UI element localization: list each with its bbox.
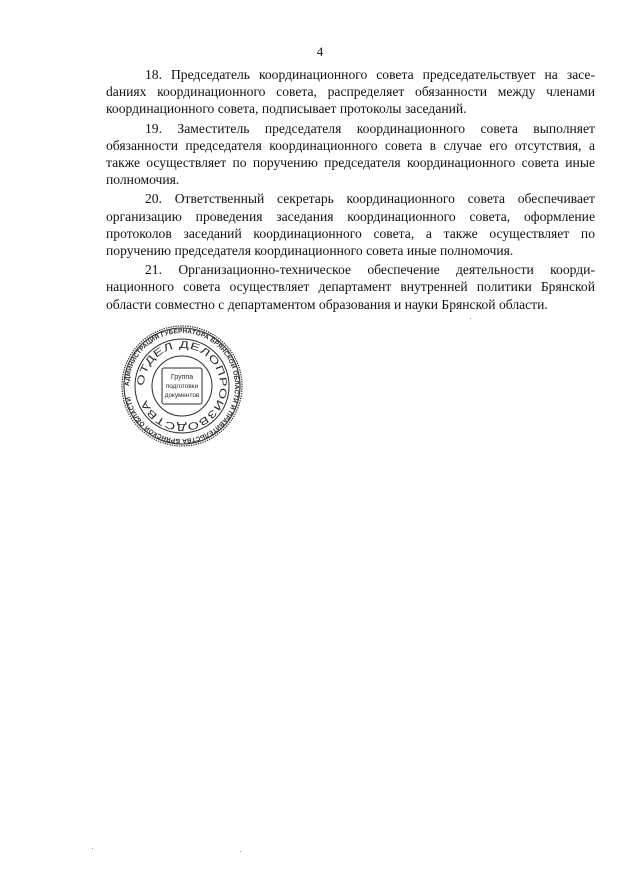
page-number: 4	[316, 44, 324, 59]
paragraph-20: 20. Ответственный секретарь координационного совета обеспечивает организацию проведения заседания координационного совета, оформление протоколов заседаний координационного совета, а также осуществляет по поручению председателя координационного совета иные полномочия.	[106, 191, 595, 259]
seal-center-line-2: подготовки	[165, 383, 199, 390]
document-body	[106, 66, 595, 315]
official-seal	[120, 324, 244, 448]
seal-middle-text-path: ОТДЕЛ ДЕЛОПРОИЗВОДСТВА	[135, 339, 229, 433]
scan-speck	[470, 318, 471, 319]
seal-graphic	[120, 324, 244, 448]
scan-speck	[240, 851, 241, 852]
paragraph-19: 19. Заместитель председателя координационного совета выполняет обязанности председателя координационного совета в случае его отсутствия, а также осуществляет по поручению председателя координационного совета иные полномочия.	[106, 120, 595, 188]
seal-center-line-3: документов	[164, 392, 200, 399]
paragraph-18: 18. Председатель координационного совета председательствует на засеdаниях координационного совета, распределяет обязанности между членами координационного совета, подписывает протоколы заседаний.	[106, 67, 595, 117]
seal-outer-text-path: АДМИНИСТРАЦИЯ ГУБЕРНАТОРА БРЯНСКОЙ ОБЛАСТИ И ПРАВИТЕЛЬСТВА БРЯНСКОЙ ОБЛАСТИ	[123, 327, 241, 445]
seal-center-line-1: Группа	[170, 374, 194, 381]
paragraph-21: 21. Организационно-техническое обеспечение деятельности координационного совета осуществляет департамент внутренней политики Брянской области совместно с департаментом образования и науки Брянской области.	[106, 262, 595, 312]
scan-speck	[92, 848, 93, 849]
